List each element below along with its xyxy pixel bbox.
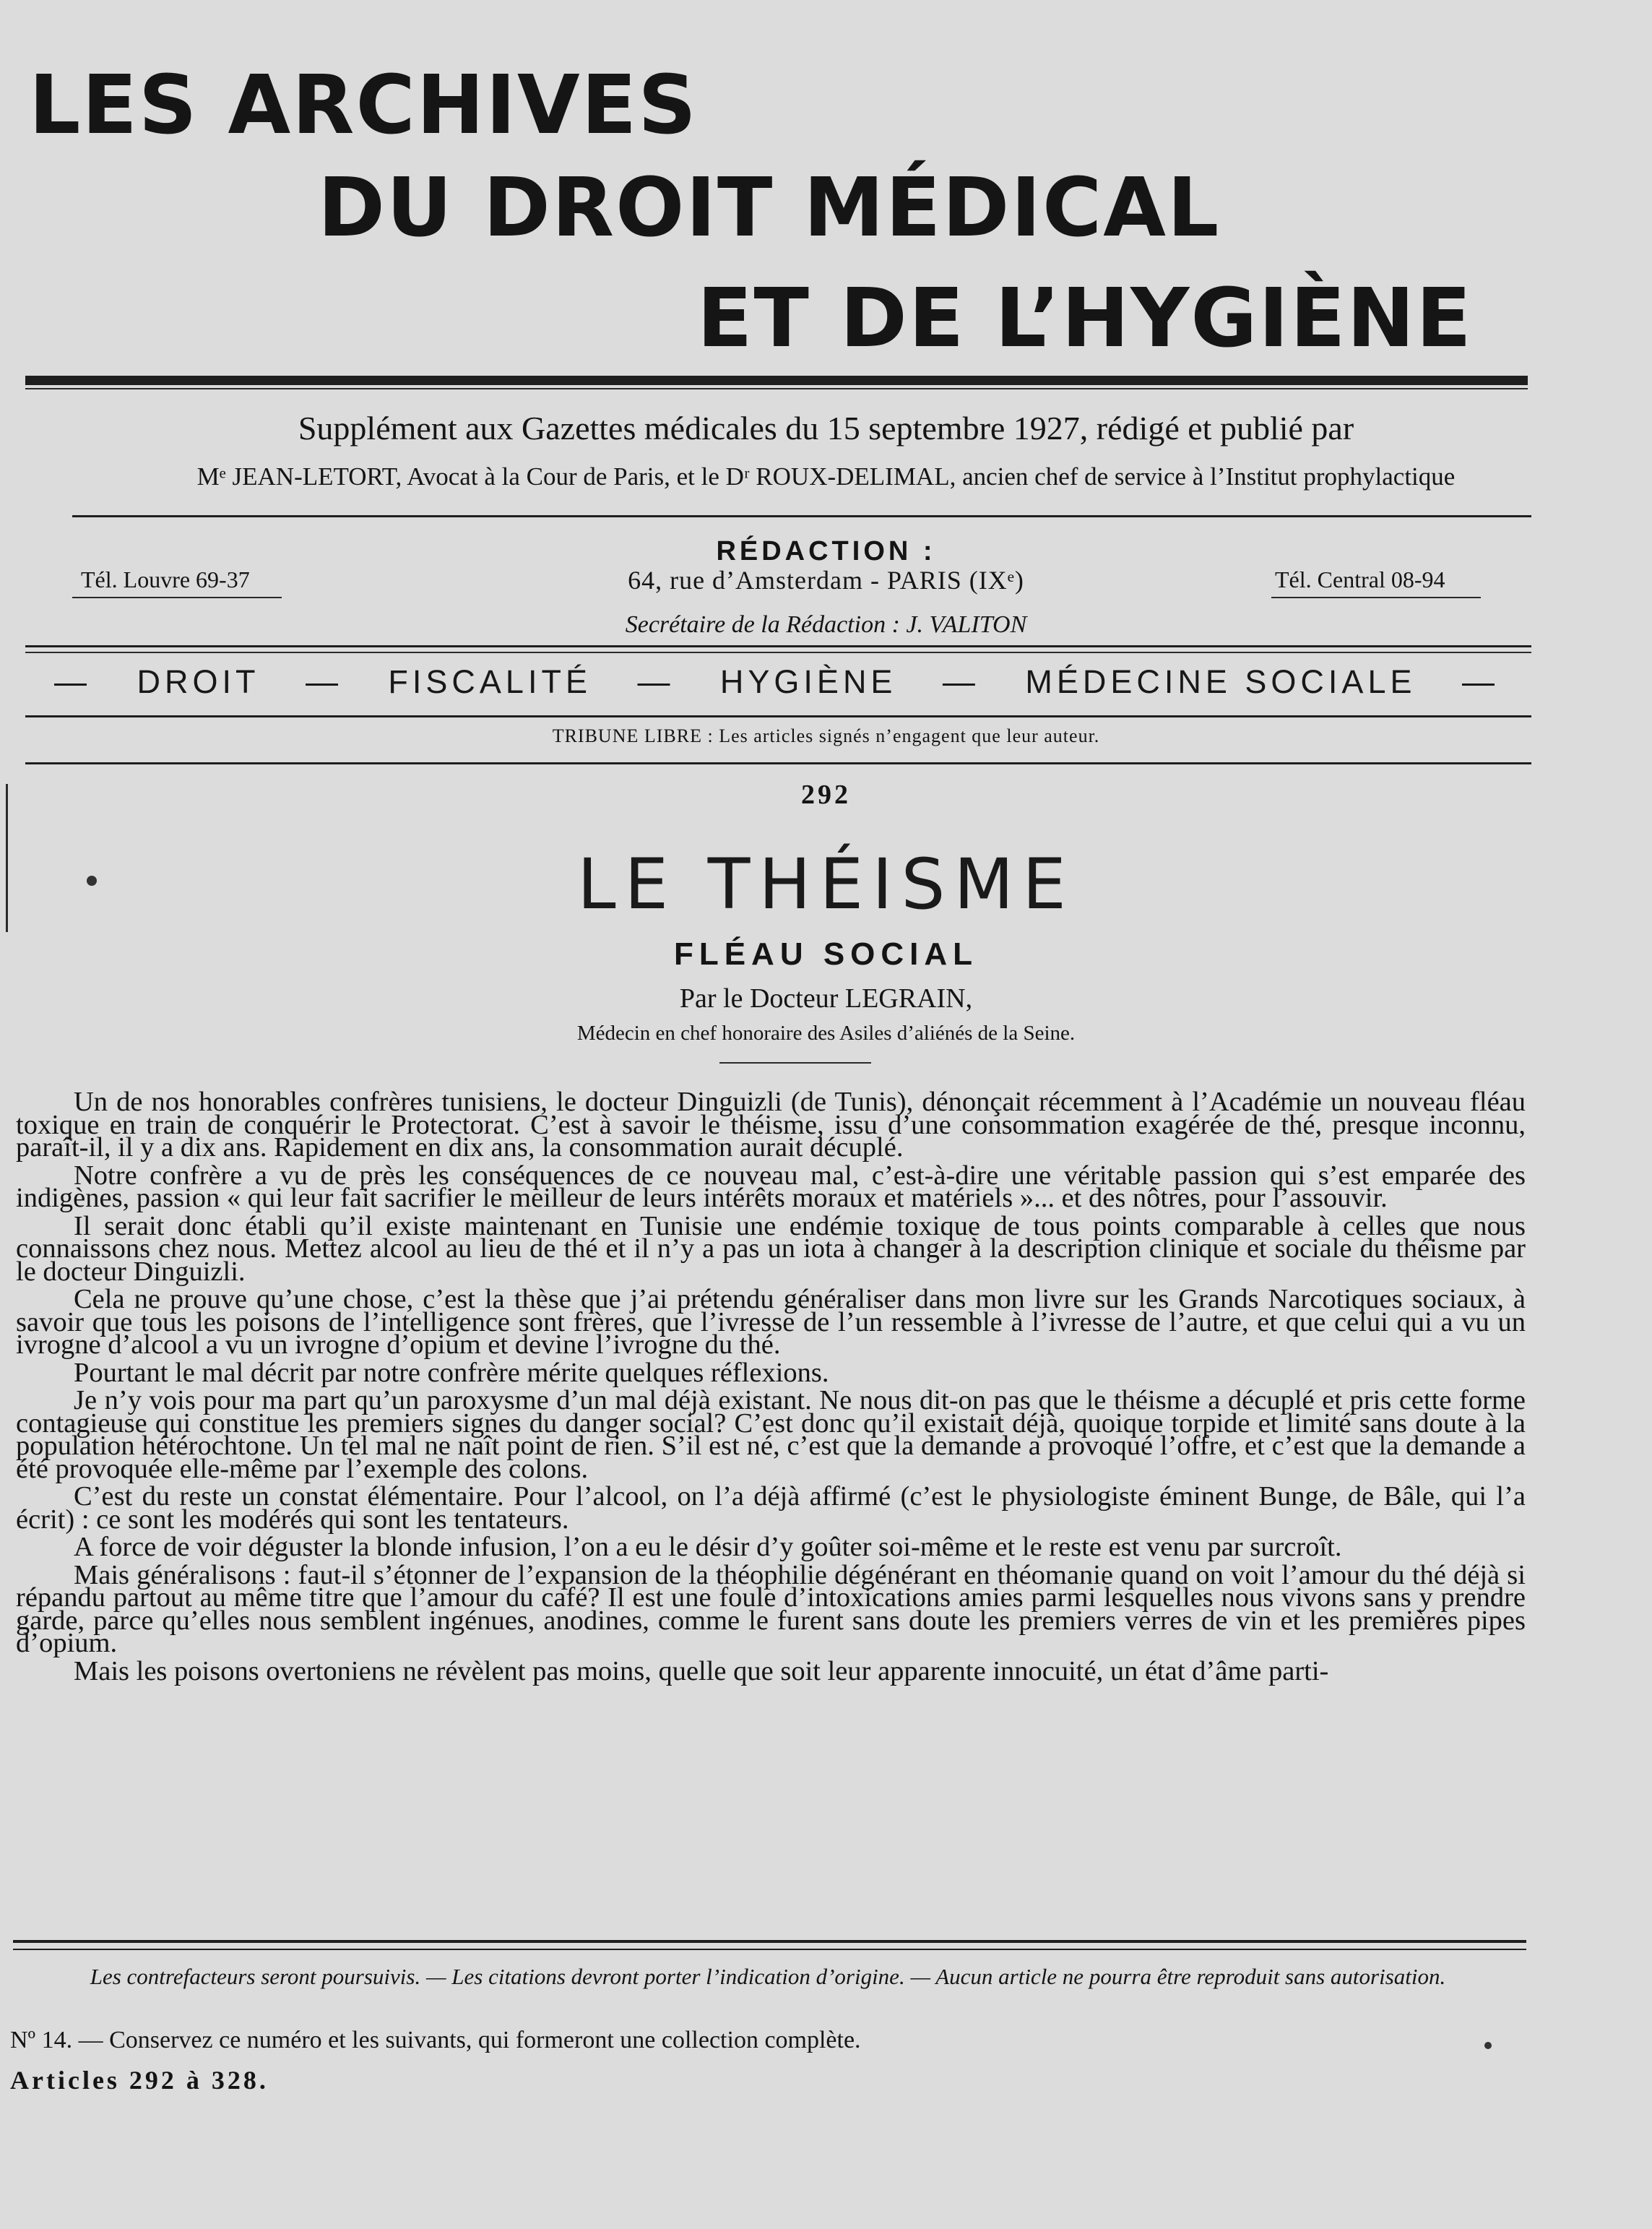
topics-bar [54,663,1499,701]
telephone-right-underline [1271,597,1481,598]
topic-droit: DROIT [137,663,260,700]
supplement-rule [72,515,1531,517]
topics-rule-bottom [25,715,1531,717]
topics-rule-top [25,645,1531,647]
article-paragraph: Mais les poisons overtoniens ne révèlent pas moins, quelle que soit leur apparente innocuité, un état d’âme parti- [74,1655,1329,1686]
topic-hygiene: HYGIÈNE [719,663,897,700]
footer-warning: Les contrefacteurs seront poursuivis. — Les citations devront porter l’indication d’origine. — Aucun article ne pourra être reproduit sans autorisation. [90,1964,1446,1989]
telephone-right: Tél. Central 08-94 [1275,566,1445,592]
supplement-line-1: Supplément aux Gazettes médicales du 15 septembre 1927, rédigé et publié par [298,410,1354,447]
article-paragraph: Il serait donc établi qu’il existe maintenant en Tunisie une endémie toxique de tous points comparable à celles que nous connaissons chez nous. Mettez alcool au lieu de thé et il n’y a pas un iota à changer à la description clinique et sociale du théisme par le docteur Dinguizli. [16,1210,1526,1287]
topic-medecine-sociale: MÉDECINE SOCIALE [1025,663,1417,700]
masthead-rule-thin [25,388,1528,389]
tribune-rule [25,762,1531,764]
article-title: LE THÉISME [577,844,1075,925]
article-number: 292 [801,780,851,810]
print-speck [1484,2042,1492,2049]
masthead-line-2: DU DROIT MÉDICAL [318,161,1221,255]
article-paragraph: Cela ne prouve qu’une chose, c’est la thèse que j’ai prétendu généraliser dans mon livre sur les Grands Narcotiques sociaux, à savoir que tous les poisons de l’intelligence sont frères, que l’ivresse de l’un ressemble à l’ivresse de l’autre, et que celui qui a vu un ivrogne d’alcool a vu un ivrogne d’opium et devine l’ivrogne du thé. [16,1284,1526,1360]
article-subtitle: FLÉAU SOCIAL [673,936,979,972]
redaction-label: RÉDACTION : [716,536,936,566]
supplement-line-2: Mᵉ JEAN-LETORT, Avocat à la Cour de Paris, et le Dʳ ROUX-DELIMAL, ancien chef de service à l’Institut prophylactique [196,462,1456,491]
article-paragraph: A force de voir déguster la blonde infusion, l’on a eu le désir d’y goûter soi-même et le reste est venu par surcroît. [74,1532,1342,1562]
article-body [16,1087,1526,1688]
masthead-line-3: ET DE L’HYGIÈNE [697,272,1473,366]
article-paragraph: Un de nos honorables confrères tunisiens, le docteur Dinguizli (de Tunis), dénonçait récemment à l’Académie un nouveau fléau toxique en train de conquérir le Protectorat. C’est à savoir le théisme, issu d’une consommation exagérée de thé, presque inconnu, paraît-il, il y a dix ans. Rapidement en dix ans, la consommation aurait décuplé. [16,1087,1526,1163]
article-paragraph: C’est du reste un constat élémentaire. Pour l’alcool, on l’a déjà affirmé (c’est le physiologiste éminent Bunge, de Bâle, qui l’a écrit) : ce sont les modérés qui sont les tentateurs. [16,1481,1526,1535]
tribune-libre-note: TRIBUNE LIBRE : Les articles signés n’engagent que leur auteur. [552,725,1100,746]
masthead-line-1: LES ARCHIVES [29,59,698,152]
article-paragraph: Je n’y vois pour ma part qu’un paroxysme d’un mal déjà existant. Ne nous dit-on pas que le théisme a décuplé et pris cette forme contagieuse qui constitue les premiers signes du danger social? C’est donc qu’il existait déjà, quoique torpide et limité sans doute à la population hétérochtone. Un tel mal ne naît point de rien. S’il est né, c’est que la demande a provoqué l’offre, et c’est que la demande a été provoquée elle-même par l’exemple des colons. [16,1385,1526,1484]
topic-dash: — [637,663,675,700]
topic-fiscalite: FISCALITÉ [388,663,592,700]
article-paragraph: Mais généralisons : faut-il s’étonner de l’expansion de la théophilie dégénérant en théomanie quand on voit l’amour du thé déjà si répandu partout au même titre que l’amour du café? Il est une foule d’intoxications amies parmi lesquelles nous vivons sans y prendre garde, parce qu’elles nous semblent ingénues, anodines, comme le furent sans doute les premiers verres de vin et les premières pipes d’opium. [16,1559,1526,1658]
footer-issue-note: Nº 14. — Conservez ce numéro et les suivants, qui formeront une collection complète. [10,2027,861,2053]
topic-dash: — [54,663,91,700]
masthead-rule [25,376,1528,385]
author-affiliation: Médecin en chef honoraire des Asiles d’aliénés de la Seine. [576,1022,1076,1045]
article-author: Par le Docteur LEGRAIN, [679,983,973,1014]
topic-dash: — [305,663,342,700]
byline-rule [719,1062,871,1064]
redaction-secretary: Secrétaire de la Rédaction : J. VALITON [625,611,1027,638]
footer-articles-range: Articles 292 à 328. [10,2066,269,2095]
footer-rule-thin [13,1949,1526,1950]
topic-dash: — [1461,663,1499,700]
telephone-left-underline [72,597,282,598]
topic-dash: — [942,663,979,700]
redaction-address: 64, rue d’Amsterdam - PARIS (IXᵉ) [628,566,1024,595]
article-paragraph: Notre confrère a vu de près les conséquences de ce nouveau mal, c’est-à-dire une véritable passion qui s’est emparée des indigènes, passion « qui leur fait sacrifier le meilleur de leurs intérêts moraux et matériels »... et des nôtres, pour l’assouvir. [16,1160,1526,1213]
telephone-left: Tél. Louvre 69-37 [81,566,250,592]
footer-rule [13,1940,1526,1943]
topics-rule-top-thin [25,652,1531,653]
article-paragraph: Pourtant le mal décrit par notre confrère mérite quelques réflexions. [74,1357,829,1388]
